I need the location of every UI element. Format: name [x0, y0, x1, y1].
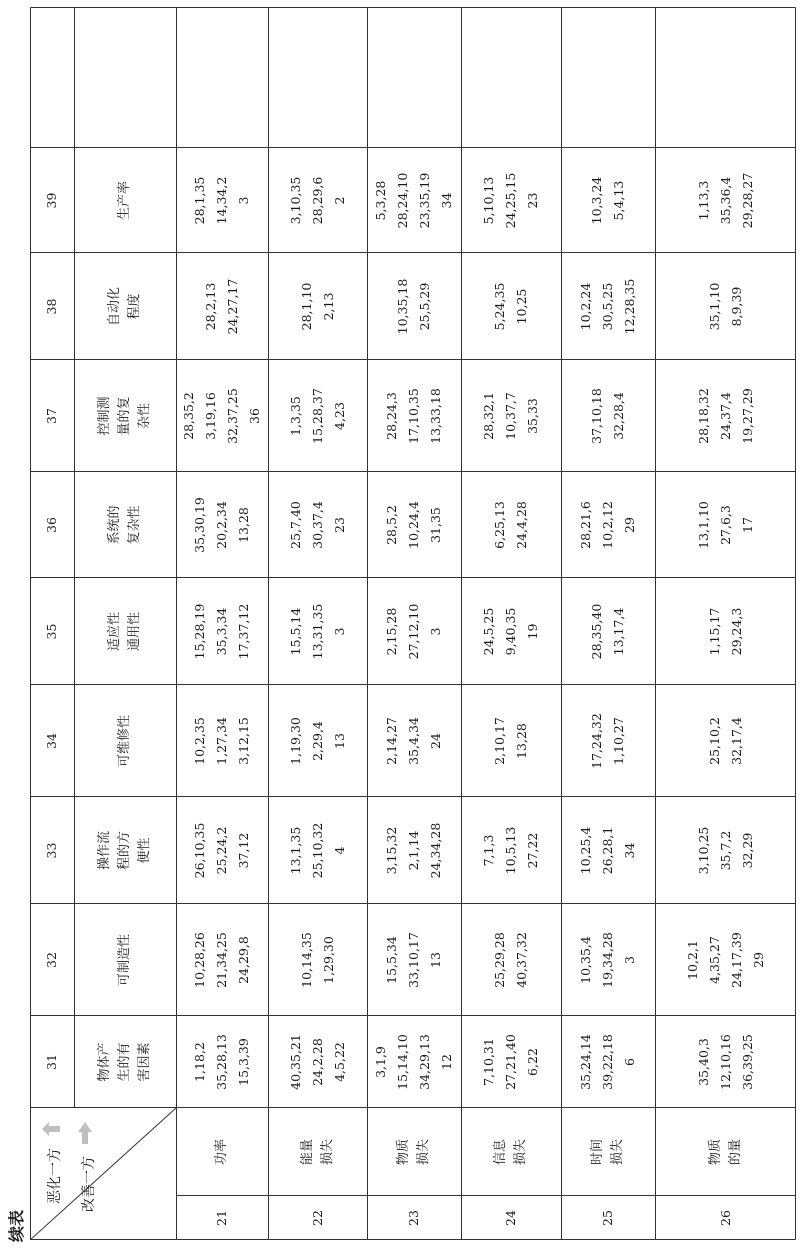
table-cell [268, 1016, 367, 1108]
row-label-text: 功率 [214, 1139, 229, 1166]
table-cell-text: 15,28,19 35,3,34 17,37,12 [192, 603, 251, 660]
table-cell [655, 797, 796, 904]
table-cell [176, 904, 268, 1016]
table-cell [461, 360, 561, 472]
table-cell-text: 28,35,2 3,19,16 32,37,25 36 [181, 388, 262, 444]
table-cell [367, 253, 461, 360]
column-number [30, 904, 74, 1016]
table-cell [561, 7, 655, 148]
row-number [655, 1196, 796, 1240]
table-cell [367, 685, 461, 797]
column-label-text: 系统的 复杂性 [107, 505, 142, 545]
table-cell-text: 1,15,17 29,24,3 [706, 607, 744, 656]
table-cell [367, 1016, 461, 1108]
row-label-text: 能量 损失 [299, 1139, 335, 1166]
corner-worsening-label: 恶化一方 [47, 1148, 63, 1204]
table-cell [655, 7, 796, 148]
row-number-text: 25 [600, 1210, 615, 1226]
caption-strip [0, 0, 30, 1248]
table-cell [561, 904, 655, 1016]
table-cell [268, 360, 367, 472]
table-cell [176, 472, 268, 578]
column-number [30, 253, 74, 360]
table-cell-text: 28,1,35 14,34,2 3 [192, 176, 251, 225]
table-cell [367, 472, 461, 578]
table-cell [367, 7, 461, 148]
table-cell-text: 10,35,4 19,34,28 3 [578, 932, 637, 988]
column-number-text: 38 [44, 298, 59, 315]
table-cell-text: 35,24,14 39,22,18 6 [578, 1034, 637, 1090]
column-label [74, 578, 176, 685]
table-cell [655, 904, 796, 1016]
table-cell [461, 7, 561, 148]
table-cell [176, 797, 268, 904]
table-cell [461, 1016, 561, 1108]
table-cell-text: 40,35,21 24,2,28 4,5,22 [287, 1034, 347, 1090]
column-number-text: 37 [44, 408, 59, 424]
column-number [30, 578, 74, 685]
row-number [367, 1196, 461, 1240]
table-cell-text: 13,1,10 27,6,3 17 [695, 501, 755, 549]
table-cell-text: 35,40,3 12,10,16 36,39,25 [695, 1034, 755, 1090]
rotated-table [30, 7, 796, 1240]
table-cell [561, 472, 655, 578]
column-number [30, 797, 74, 904]
table-cell [461, 904, 561, 1016]
table-cell-text: 10,2,35 1,27,34 3,12,15 [192, 717, 251, 765]
row-number-text: 24 [503, 1210, 518, 1226]
row-label-text: 信息 损失 [493, 1139, 528, 1166]
table-cell [655, 685, 796, 797]
table-cell [367, 148, 461, 253]
table-cell [268, 7, 367, 148]
column-number [30, 472, 74, 578]
table-cell-text: 6,25,13 24,4,28 [492, 501, 529, 549]
table-cell [655, 360, 796, 472]
table-cell [268, 578, 367, 685]
table-cell [176, 360, 268, 472]
column-number-text: 35 [44, 623, 59, 640]
column-number [30, 1016, 74, 1108]
table-cell [461, 685, 561, 797]
table-cell-text: 28,5,2 10,24,4 31,35 [384, 501, 443, 549]
table-cell-text: 1,13,3 35,36,4 29,28,27 [695, 172, 755, 229]
table-caption: 续表 [7, 1209, 26, 1242]
table-cell-text: 13,1,35 25,10,32 4 [287, 822, 347, 879]
table-cell [655, 148, 796, 253]
column-number [30, 685, 74, 797]
table-cell-text: 28,21,6 10,2,12 29 [578, 501, 637, 549]
table-cell [176, 1016, 268, 1108]
table-cell-text: 10,35,18 25,5,29 [395, 278, 432, 335]
column-label-text: 可制造性 [117, 934, 132, 987]
row-label-text: 物质 的量 [707, 1139, 743, 1166]
table-cell [561, 797, 655, 904]
column-number-text: 31 [44, 1054, 59, 1070]
table-cell-text: 3,1,9 15,14,10 34,29,13 12 [373, 1034, 454, 1090]
table-cell-text: 1,19,30 2,29,4 13 [287, 717, 347, 765]
column-label-text: 控制测 量的复 杂性 [97, 396, 152, 436]
table-cell [561, 253, 655, 360]
table-cell [461, 797, 561, 904]
table-cell-text: 28,1,10 2,13 [298, 282, 336, 331]
table-cell [461, 578, 561, 685]
table-cell [367, 904, 461, 1016]
table-cell-text: 5,24,35 10,25 [492, 282, 529, 331]
column-number [30, 148, 74, 253]
table-cell [461, 148, 561, 253]
column-number-text: 36 [44, 517, 59, 533]
column-label-text: 生产率 [117, 181, 132, 221]
table-cell [461, 472, 561, 578]
table-cell-text: 35,1,10 8,9,39 [706, 282, 744, 331]
table-cell [176, 253, 268, 360]
table-cell-text: 1,3,35 15,28,37 4,23 [287, 388, 347, 444]
row-number [461, 1196, 561, 1240]
table-cell-text: 28,24,3 17,10,35 13,33,18 [384, 388, 443, 444]
row-number-text: 26 [717, 1210, 733, 1226]
table-cell-text: 28,2,13 24,27,17 [203, 278, 240, 335]
table-cell-text: 10,3,24 5,4,13 [589, 176, 626, 225]
table-cell [655, 578, 796, 685]
table-cell-text: 25,10,2 32,17,4 [706, 717, 744, 765]
table-cell-text: 2,15,28 27,12,10 3 [384, 603, 443, 660]
row-label-text: 物质 损失 [396, 1139, 431, 1166]
table-cell-text: 7,10,31 27,21,40 6,22 [481, 1034, 540, 1090]
table-cell [268, 472, 367, 578]
table-cell-text: 5,3,28 28,24,10 23,35,19 34 [373, 172, 454, 229]
table-cell [561, 1016, 655, 1108]
table-cell [367, 797, 461, 904]
column-number [30, 360, 74, 472]
row-label [461, 1108, 561, 1196]
row-label [561, 1108, 655, 1196]
table-cell [367, 360, 461, 472]
table-cell [561, 148, 655, 253]
table-cell-text: 10,28,26 21,34,25 24,29,8 [192, 932, 251, 988]
row-number [268, 1196, 367, 1240]
table-cell [176, 685, 268, 797]
table-cell [176, 578, 268, 685]
table-cell [561, 685, 655, 797]
row-number-text: 21 [214, 1210, 229, 1226]
row-number-text: 22 [309, 1210, 325, 1226]
table-cell-text: 5,10,13 24,25,15 23 [481, 172, 540, 229]
table-cell [367, 578, 461, 685]
table-cell [561, 578, 655, 685]
table-cell-text: 3,10,25 35,7,2 32,29 [695, 826, 755, 875]
column-label [74, 685, 176, 797]
arrow-right-icon [78, 1122, 92, 1144]
table-cell [268, 685, 367, 797]
row-number [176, 1196, 268, 1240]
row-label [176, 1108, 268, 1196]
column-number-text: 33 [44, 842, 59, 859]
column-number-text: 32 [44, 952, 59, 968]
column-label [74, 148, 176, 253]
column-label [74, 904, 176, 1016]
table-cell-text: 25,29,28 40,37,32 [492, 932, 529, 988]
table-cell-text: 10,2,24 30,5,25 12,28,35 [578, 278, 637, 335]
table-cell [461, 253, 561, 360]
row-label [655, 1108, 796, 1196]
column-label-text: 自动化 程度 [107, 287, 142, 327]
column-label [74, 797, 176, 904]
table-cell-text: 35,30,19 20,2,34 13,28 [192, 497, 251, 553]
table-cell-text: 37,10,18 32,28,4 [589, 388, 626, 444]
table-cell [268, 253, 367, 360]
table-cell-text: 17,24,32 1,10,27 [589, 713, 626, 769]
arrow-up-icon [42, 1122, 60, 1136]
column-label-text: 可维修性 [117, 715, 132, 768]
row-number [561, 1196, 655, 1240]
table-cell-text: 3,15,32 2,1,14 24,34,28 [384, 822, 443, 879]
column-number-text: 39 [44, 192, 59, 209]
table-cell-text: 2,10,17 13,28 [492, 717, 529, 765]
table-cell-text: 28,32,1 10,37,7 35,33 [481, 392, 540, 440]
table-cell-text: 1,18,2 35,28,13 15,3,39 [192, 1034, 251, 1090]
table-cell-text: 10,2,1 4,35,27 24,17,39 29 [684, 932, 766, 988]
table-cell [268, 797, 367, 904]
table-cell [655, 1016, 796, 1108]
table-cell [561, 360, 655, 472]
table-cell [176, 148, 268, 253]
table-cell-text: 25,7,40 30,37,4 23 [287, 501, 347, 549]
column-label-text: 物体产 生的有 害因素 [97, 1042, 152, 1082]
table-cell [655, 253, 796, 360]
table-cell-text: 2,14,27 35,4,34 24 [384, 717, 443, 765]
corner-improving-label: 改善一方 [81, 1156, 97, 1212]
table-cell-text: 26,10,35 25,24,2 37,12 [192, 822, 251, 879]
column-label-text: 适应性 通用性 [107, 612, 142, 652]
table-cell [176, 7, 268, 148]
table-cell-text: 15,5,34 33,10,17 13 [384, 932, 443, 988]
column-label-text: 操作流 程的方 便性 [97, 831, 152, 871]
table-cell-text: 3,10,35 28,29,6 2 [287, 176, 347, 225]
column-number-text: 34 [44, 733, 59, 749]
table-cell [268, 148, 367, 253]
table-cell [655, 472, 796, 578]
column-label [74, 472, 176, 578]
column-label [74, 360, 176, 472]
column-number [30, 7, 74, 148]
column-label [74, 253, 176, 360]
table-cell-text: 7,1,3 10,5,13 27,22 [481, 826, 540, 875]
table-cell-text: 15,5,14 13,31,35 3 [287, 603, 347, 660]
row-label [367, 1108, 461, 1196]
row-number-text: 23 [406, 1210, 421, 1226]
table-cell-text: 10,25,4 26,28,1 34 [578, 826, 637, 875]
table-cell-text: 10,14,35 1,29,30 [298, 932, 336, 988]
table-cell-text: 28,35,40 13,17,4 [589, 603, 626, 660]
row-label-text: 时间 损失 [590, 1139, 625, 1166]
table-cell-text: 24,5,25 9,40,35 19 [481, 607, 540, 656]
table-cell-text: 28,18,32 24,37,4 19,27,29 [695, 388, 755, 444]
table-cell [268, 904, 367, 1016]
column-label [74, 7, 176, 148]
row-label [268, 1108, 367, 1196]
column-label [74, 1016, 176, 1108]
